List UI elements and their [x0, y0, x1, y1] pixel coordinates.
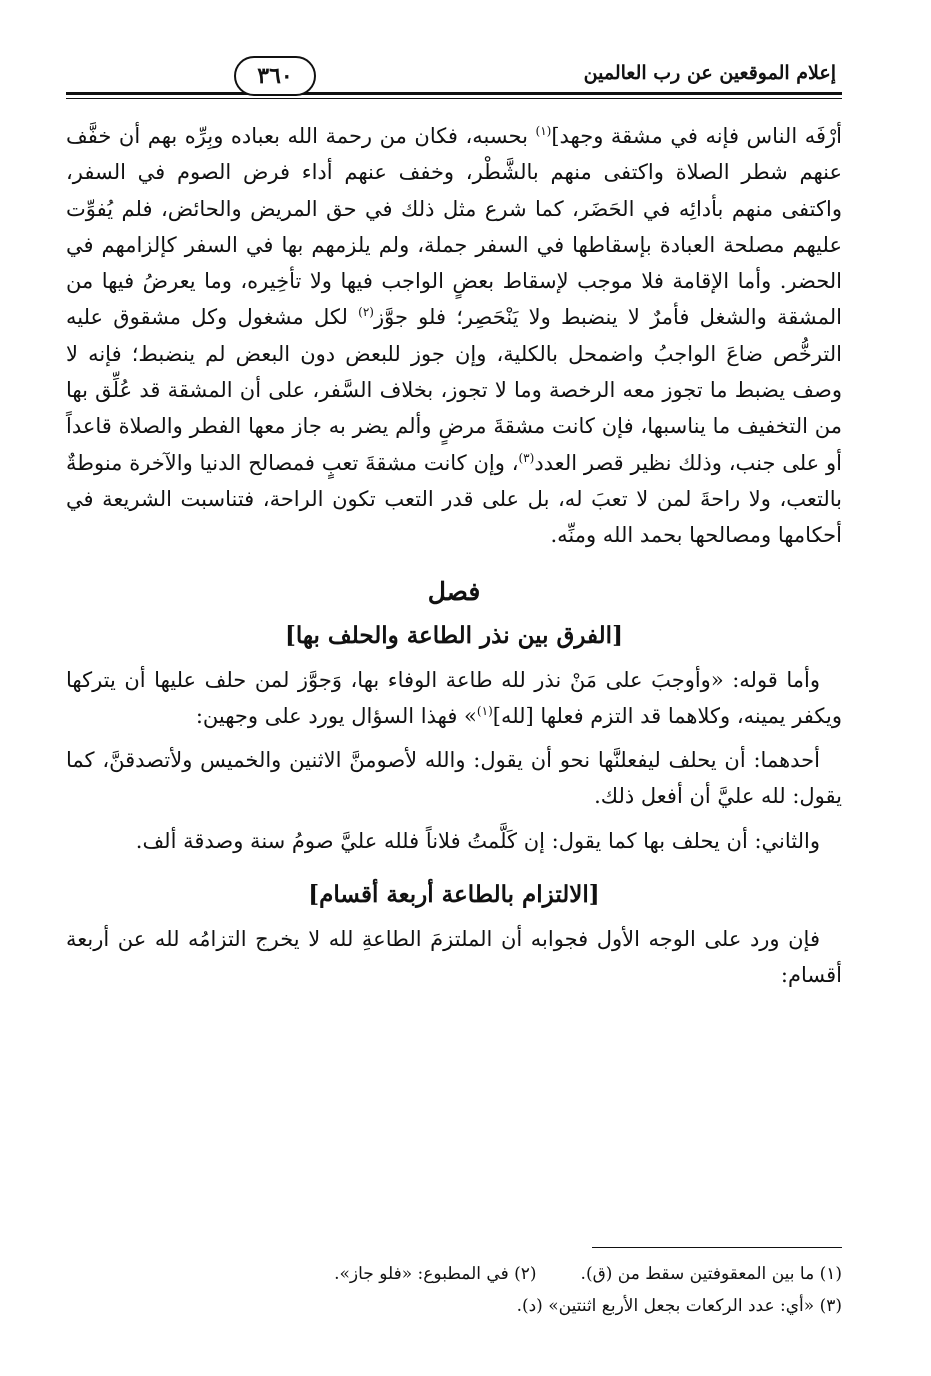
footnote-row [66, 1258, 842, 1290]
footnote-2: (٢) في المطبوع: «فلو جاز». [334, 1264, 537, 1284]
header-rule-thin [66, 98, 842, 99]
paragraph: أحدهما: أن يحلف ليفعلنَّها نحو أن يقول: والله لأصومنَّ الاثنين والخميس ولأتصدقنَّ، كما يقول: لله عليَّ أن أفعل ذلك. [66, 748, 842, 809]
footnote-mark: (٣) [518, 450, 535, 465]
footnote-mark: (١) [476, 703, 493, 718]
footnote-mark: (٢) [358, 305, 374, 320]
text-run: لكل مشغول وكل مشقوق عليه الترخُّص ضاعَ الواجبُ واضمحل بالكلية، وإن جوز للبعض دون البعض لم ينضبط؛ فإنه لا وصف يضبط ما تجوز معه الرخصة وما لا تجوز، بخلاف السَّفر، على أن المشقة قد عُلِّق بها من التخفيف ما يناسبها، فإن كانت مشقةَ مرضٍ وألم يضر به جاز معها الفطر والصلاة قاعداً أو على جنب، وذلك نظير قصر العدد [66, 305, 842, 475]
section-heading: [الفرق بين نذر الطاعة والحلف بها] [285, 621, 623, 649]
section-heading: [الالتزام بالطاعة أربعة أقسام] [308, 881, 600, 909]
paragraph: والثاني: أن يحلف بها كما يقول: إن كَلَّمتُ فلاناً فلله عليَّ صومُ سنة وصدقة ألف. [135, 828, 820, 853]
footnotes [66, 1258, 842, 1322]
footnote-mark: (١) [535, 124, 552, 138]
paragraph: فإن ورد على الوجه الأول فجوابه أن الملتزمَ الطاعةِ لله لا يخرج التزامُه لله عن أربعة أقسام: [66, 927, 842, 988]
header-rule-thick [66, 92, 842, 95]
page-number: ٣٦٠ [234, 56, 316, 96]
text-run: وأما قوله: «وأوجبَ على مَنْ نذر لله طاعة الوفاء بها، وَجوَّز لمن حلف عليها أن يتركها ويكفر يمينه، وكلاهما قد التزم فعلها [لله] [66, 667, 842, 728]
text-run: ، وإن كانت مشقةَ تعبٍ فمصالح الدنيا والآخرة منوطةٌ بالتعب، ولا راحةَ لمن لا تعبَ له، بل على قدر التعب تكون الراحة، فتناسبت الشريعة في أحكامها ومصالحها بحمد الله ومنِّه. [66, 450, 842, 548]
running-title: إعلام الموقعين عن رب العالمين [583, 62, 836, 84]
paragraph [66, 662, 842, 735]
spacer [66, 815, 842, 823]
paragraph-continued [66, 118, 842, 554]
footnote-row [66, 1290, 842, 1322]
footnote-3: (٣) «أي: عدد الركعات بجعل الأربع اثنتين» (د). [516, 1296, 842, 1316]
text-run: » فهذا السؤال يورد على وجهين: [195, 703, 477, 728]
page-body [66, 118, 842, 994]
section-title-fasl: فصل [427, 576, 481, 606]
spacer [66, 859, 842, 873]
footnote-separator [592, 1247, 842, 1248]
text-run: بحسبه، فكان من رحمة الله بعباده وبِرِّه بهم أن خفَّف عنهم شطر الصلاة واكتفى منهم بالشَّطْر، وخفف عنهم أداء فرض الصوم في السفر، واكتفى منهم بأدائِه في الحَضَر، كما شرع مثل ذلك في حق المريض والحائض، فلم يُفوِّت عليهم مصلحة العبادة بإسقاطها في السفر جملة، ولم يلزمهم بها في السفر كإلزامهم في الحضر. وأما الإقامة فلا موجب لإسقاط بعضٍ الواجب فيها ولا تأخِيره، وما يعرضُ فيها من المشقة والشغل فأمرٌ لا ينضبط ولا يَنْحَصِر؛ فلو جوَّز [66, 124, 842, 330]
text-run: أرْفَه الناس فإنه في مشقة وجهد] [551, 124, 842, 148]
spacer [66, 734, 842, 742]
footnote-1: (١) ما بين المعقوفتين سقط من (ق). [580, 1264, 842, 1284]
page-header [66, 56, 842, 102]
